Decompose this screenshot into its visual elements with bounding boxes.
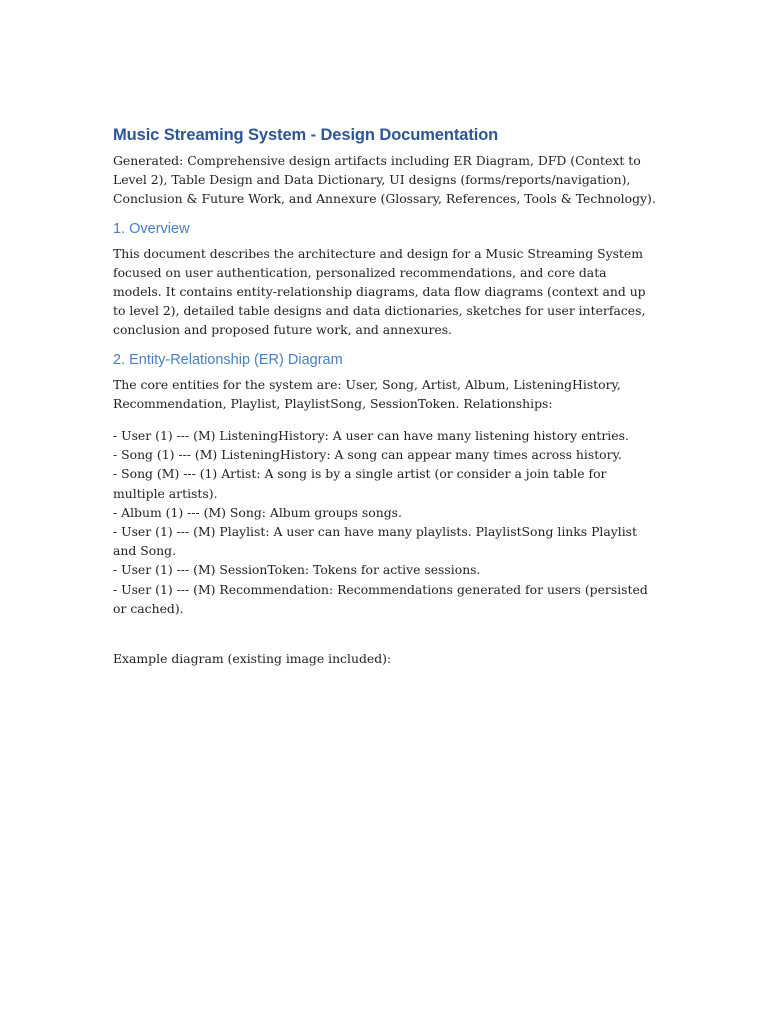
document-page bbox=[113, 123, 658, 668]
relationship-item: - Album (1) --- (M) Song: Album groups songs. bbox=[113, 504, 402, 520]
relationship-item: - User (1) --- (M) Playlist: A user can have many playlists. PlaylistSong links Playlist and Song. bbox=[113, 524, 638, 559]
overview-heading: 1. Overview bbox=[113, 220, 190, 237]
intro-paragraph: Generated: Comprehensive design artifacts including ER Diagram, DFD (Context to Level 2), Table Design and Data Dictionary, UI designs (forms/reports/navigation), Conclusion & Future Work, and Annexure (Glossary, References, Tools & Technology). bbox=[113, 153, 656, 207]
overview-paragraph: This document describes the architecture and design for a Music Streaming System focused on user authentication, personalized recommendations, and core data models. It contains entity-relationship diagrams, data flow diagrams (context and up to level 2), detailed table designs and data dictionaries, sketches for user interfaces, conclusion and proposed future work, and annexures. bbox=[113, 245, 646, 338]
relationship-item: - Song (M) --- (1) Artist: A song is by a single artist (or consider a join table for multiple artists). bbox=[113, 466, 607, 501]
relationship-item: - User (1) --- (M) ListeningHistory: A user can have many listening history entries. bbox=[113, 428, 629, 444]
er-diagram-heading: 2. Entity-Relationship (ER) Diagram bbox=[113, 351, 343, 368]
er-intro-paragraph: The core entities for the system are: User, Song, Artist, Album, ListeningHistory, Recommendation, Playlist, PlaylistSong, SessionToken. Relationships: bbox=[113, 376, 621, 411]
document-title: Music Streaming System - Design Documentation bbox=[113, 126, 499, 144]
relationship-item: - User (1) --- (M) SessionToken: Tokens for active sessions. bbox=[113, 562, 481, 578]
relationship-item: - User (1) --- (M) Recommendation: Recommendations generated for users (persisted or cached). bbox=[113, 581, 648, 616]
relationship-item: - Song (1) --- (M) ListeningHistory: A song can appear many times across history. bbox=[113, 447, 622, 463]
example-diagram-caption: Example diagram (existing image included): bbox=[113, 651, 392, 667]
relationship-list bbox=[113, 426, 658, 618]
